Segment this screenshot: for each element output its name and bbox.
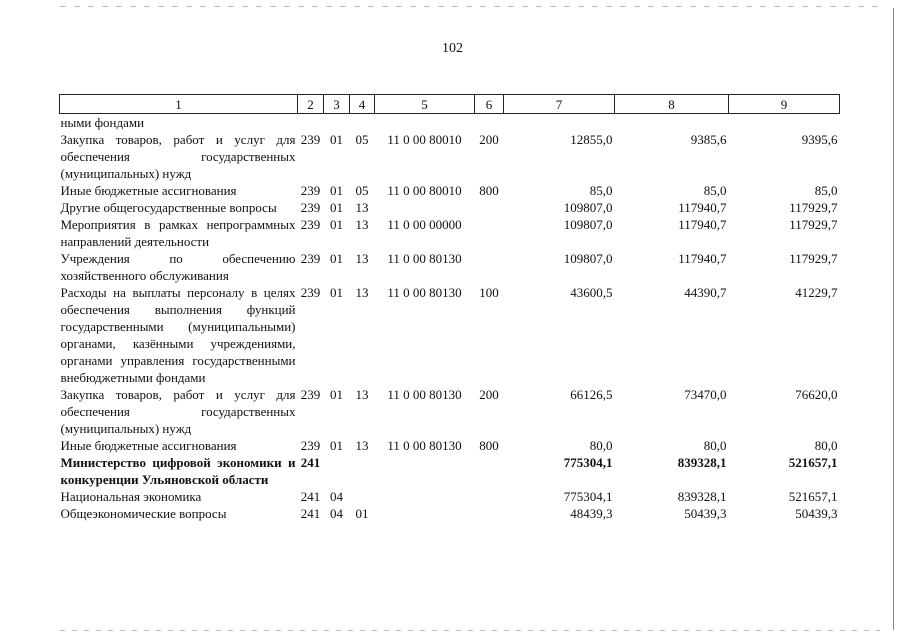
row-col-7: 109807,0 <box>563 200 613 215</box>
row-col-2: 241 <box>300 489 321 504</box>
row-col-9: 76620,0 <box>795 387 838 402</box>
row-col-3: 01 <box>330 251 343 266</box>
row-col-7: 775304,1 <box>563 455 613 470</box>
row-col-9: 9395,6 <box>801 132 838 147</box>
header-col-8: 8 <box>615 95 729 114</box>
row-col-4: 01 <box>355 506 369 521</box>
row-col-3: 01 <box>330 200 343 215</box>
header-col-5: 5 <box>375 95 475 114</box>
row-col-5: 11 0 00 00000 <box>387 217 462 232</box>
row-col-9: 117929,7 <box>789 251 838 266</box>
row-col-7: 775304,1 <box>563 489 613 504</box>
row-col-6 <box>475 114 504 132</box>
row-col-6 <box>475 505 504 522</box>
scan-edge-top <box>60 6 880 7</box>
row-col-9: 80,0 <box>814 438 838 453</box>
row-col-6 <box>475 216 504 250</box>
row-col-9: 41229,7 <box>795 285 838 300</box>
row-col-2: 241 <box>300 455 321 470</box>
row-col-7 <box>504 114 615 132</box>
row-col-4: 13 <box>355 200 369 215</box>
row-col-2: 239 <box>300 200 321 215</box>
row-col-8: 117940,7 <box>678 200 727 215</box>
row-col-7: 109807,0 <box>563 217 613 232</box>
row-col-7: 80,0 <box>589 438 613 453</box>
row-col-3: 01 <box>330 387 343 402</box>
table-body <box>60 114 840 523</box>
table-row <box>60 437 840 454</box>
row-col-4 <box>350 488 375 505</box>
row-col-5 <box>375 114 475 132</box>
row-col-8: 85,0 <box>703 183 727 198</box>
row-col-4 <box>350 114 375 132</box>
row-col-8: 80,0 <box>703 438 727 453</box>
row-col-4: 13 <box>355 251 369 266</box>
row-col-5: 11 0 00 80130 <box>387 251 462 266</box>
row-col-8: 9385,6 <box>690 132 727 147</box>
row-col-8: 73470,0 <box>684 387 727 402</box>
row-col-4: 05 <box>355 132 369 147</box>
row-col-6 <box>475 488 504 505</box>
row-name: Расходы на выплаты персоналу в целях обеспечения выполнения функций государственными (муниципальными) органами, казёнными учреждениями, органами управления государственными внебюджетными фондами <box>60 285 296 385</box>
row-col-7: 85,0 <box>589 183 613 198</box>
row-name: ными фондами <box>60 115 145 130</box>
row-col-5: 11 0 00 80010 <box>387 183 462 198</box>
header-col-4: 4 <box>350 95 375 114</box>
row-col-9: 85,0 <box>814 183 838 198</box>
row-col-3: 01 <box>330 438 343 453</box>
row-col-6 <box>475 454 504 488</box>
row-col-3 <box>324 454 350 488</box>
row-name: Общеэкономические вопросы <box>60 506 227 521</box>
row-name: Иные бюджетные ассигнования <box>60 438 237 453</box>
row-col-2: 239 <box>300 251 321 266</box>
row-col-9: 117929,7 <box>789 200 838 215</box>
row-col-8: 117940,7 <box>678 251 727 266</box>
row-col-3 <box>324 114 350 132</box>
table-row <box>60 131 840 182</box>
row-col-5 <box>375 488 475 505</box>
row-col-3: 04 <box>330 506 343 521</box>
table-row <box>60 182 840 199</box>
table-header-row <box>60 95 840 114</box>
row-col-6: 800 <box>479 183 499 198</box>
row-col-2: 239 <box>300 217 321 232</box>
row-col-9: 50439,3 <box>795 506 838 521</box>
header-col-7: 7 <box>504 95 615 114</box>
row-col-5: 11 0 00 80130 <box>387 438 462 453</box>
table-row <box>60 386 840 437</box>
row-col-2 <box>298 114 324 132</box>
table-row <box>60 454 840 488</box>
row-col-9: 117929,7 <box>789 217 838 232</box>
row-col-2: 239 <box>300 183 321 198</box>
row-col-4: 13 <box>355 217 369 232</box>
header-col-9: 9 <box>729 95 840 114</box>
row-col-6: 800 <box>479 438 499 453</box>
scan-edge-bottom <box>60 630 880 631</box>
row-col-2: 239 <box>300 132 321 147</box>
row-name: Иные бюджетные ассигнования <box>60 183 237 198</box>
row-col-3: 04 <box>330 489 343 504</box>
row-col-5 <box>375 199 475 216</box>
row-col-8: 839328,1 <box>677 455 727 470</box>
row-col-3: 01 <box>330 217 343 232</box>
row-col-4: 13 <box>355 387 369 402</box>
scan-edge-right <box>893 8 894 630</box>
row-col-9: 521657,1 <box>788 455 838 470</box>
row-col-8 <box>615 114 729 132</box>
table-row <box>60 488 840 505</box>
row-col-2: 239 <box>300 285 321 300</box>
row-col-5: 11 0 00 80010 <box>387 132 462 147</box>
row-col-2: 239 <box>300 438 321 453</box>
header-col-6: 6 <box>475 95 504 114</box>
row-name: Мероприятия в рамках непрограммных направлений деятельности <box>60 217 296 249</box>
row-col-7: 66126,5 <box>570 387 613 402</box>
row-col-4 <box>350 454 375 488</box>
table-row <box>60 250 840 284</box>
row-col-3: 01 <box>330 285 343 300</box>
row-col-8: 50439,3 <box>684 506 727 521</box>
row-col-8: 839328,1 <box>677 489 727 504</box>
row-col-4: 13 <box>355 285 369 300</box>
row-col-6 <box>475 250 504 284</box>
header-col-2: 2 <box>298 95 324 114</box>
header-col-1: 1 <box>60 95 298 114</box>
header-col-3: 3 <box>324 95 350 114</box>
budget-table <box>59 94 840 522</box>
row-col-4: 13 <box>355 438 369 453</box>
row-col-6: 200 <box>479 132 499 147</box>
row-col-5 <box>375 505 475 522</box>
row-col-9: 521657,1 <box>788 489 838 504</box>
row-name: Учреждения по обеспечению хозяйственного обслуживания <box>60 251 296 283</box>
row-col-6 <box>475 199 504 216</box>
table-row <box>60 114 840 132</box>
row-col-7: 109807,0 <box>563 251 613 266</box>
row-col-2: 241 <box>300 506 321 521</box>
row-name: Национальная экономика <box>60 489 202 504</box>
row-col-8: 44390,7 <box>684 285 727 300</box>
row-col-5: 11 0 00 80130 <box>387 285 462 300</box>
row-name: Закупка товаров, работ и услуг для обеспечения государственных (муниципальных) нужд <box>60 132 296 181</box>
page-number: 102 <box>442 41 463 56</box>
row-col-2: 239 <box>300 387 321 402</box>
row-col-7: 12855,0 <box>570 132 613 147</box>
table-row <box>60 216 840 250</box>
row-name: Министерство цифровой экономики и конкуренции Ульяновской области <box>60 455 296 487</box>
row-col-3: 01 <box>330 132 343 147</box>
row-col-7: 43600,5 <box>570 285 613 300</box>
row-col-4: 05 <box>355 183 369 198</box>
table-row <box>60 505 840 522</box>
row-col-9 <box>729 114 840 132</box>
row-col-3: 01 <box>330 183 343 198</box>
row-col-6: 100 <box>479 285 499 300</box>
table-row <box>60 284 840 386</box>
row-col-7: 48439,3 <box>570 506 613 521</box>
row-name: Закупка товаров, работ и услуг для обеспечения государственных (муниципальных) нужд <box>60 387 296 436</box>
row-col-5: 11 0 00 80130 <box>387 387 462 402</box>
row-col-8: 117940,7 <box>678 217 727 232</box>
table-row <box>60 199 840 216</box>
row-name: Другие общегосударственные вопросы <box>60 200 277 215</box>
row-col-5 <box>375 454 475 488</box>
row-col-6: 200 <box>479 387 499 402</box>
